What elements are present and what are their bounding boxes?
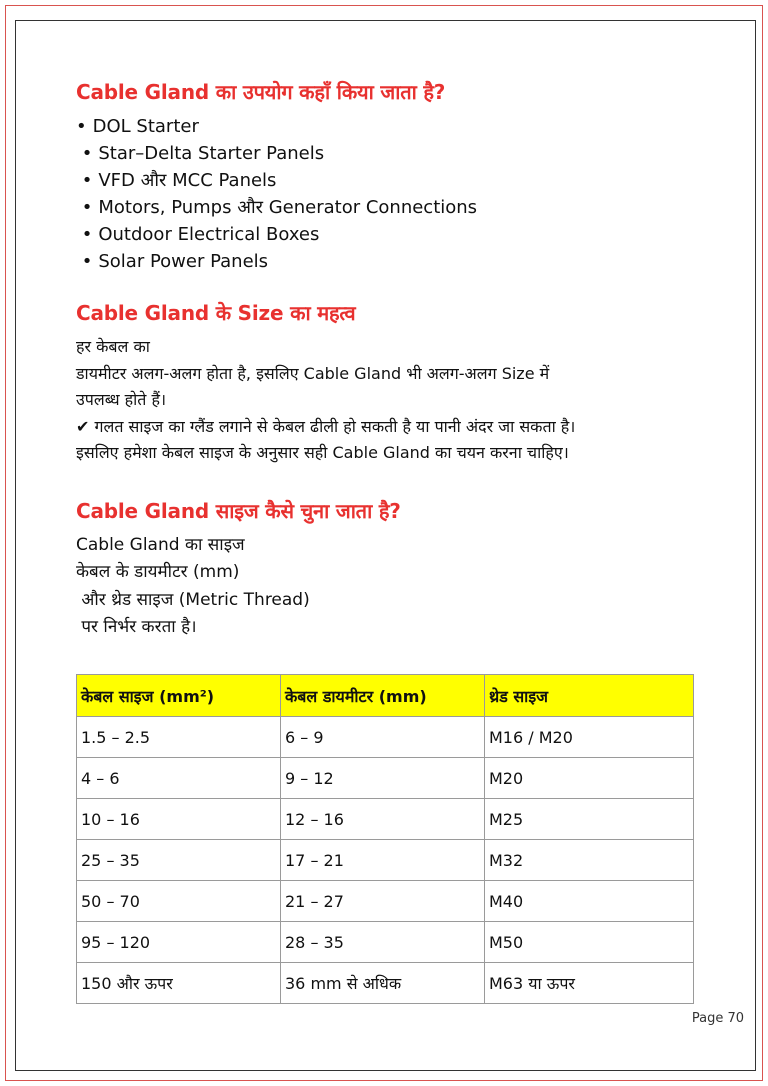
table-row xyxy=(77,799,694,840)
page-content xyxy=(76,78,716,642)
text-line: केबल के डायमीटर (mm) xyxy=(76,562,240,582)
list-item: • DOL Starter xyxy=(76,116,199,137)
table-cell: M16 / M20 xyxy=(485,717,694,758)
importance-text xyxy=(76,334,716,467)
table-cell: 12 – 16 xyxy=(281,799,485,840)
text-line: हर केबल का xyxy=(76,337,150,356)
bullet-icon: • xyxy=(81,224,93,245)
column-header-cable-diameter: केबल डायमीटर (mm) xyxy=(281,675,485,717)
bullet-icon: • xyxy=(81,197,93,218)
table-cell: M63 या ऊपर xyxy=(485,963,694,1004)
list-item: • Star–Delta Starter Panels xyxy=(81,143,325,164)
text-line: Cable Gland का साइज xyxy=(76,534,245,555)
table-cell: 4 – 6 xyxy=(77,758,281,799)
table-cell: 36 mm से अधिक xyxy=(281,963,485,1004)
table-cell: 21 – 27 xyxy=(281,881,485,922)
list-item: • Motors, Pumps और Generator Connections xyxy=(81,197,478,218)
table-row xyxy=(77,717,694,758)
selection-text xyxy=(76,532,716,642)
usage-heading: Cable Gland का उपयोग कहाँ किया जाता है? xyxy=(76,80,446,104)
table-cell: 17 – 21 xyxy=(281,840,485,881)
table-row xyxy=(77,840,694,881)
table-cell: M20 xyxy=(485,758,694,799)
table-cell: 50 – 70 xyxy=(77,881,281,922)
column-header-cable-size: केबल साइज (mm²) xyxy=(77,675,281,717)
table-cell: 6 – 9 xyxy=(281,717,485,758)
table-cell: 25 – 35 xyxy=(77,840,281,881)
bullet-icon: • xyxy=(81,251,93,272)
cable-size-table xyxy=(76,674,694,1004)
table-cell: 150 और ऊपर xyxy=(77,963,281,1004)
bullet-icon: • xyxy=(81,143,93,164)
table-row xyxy=(77,963,694,1004)
table-row xyxy=(77,881,694,922)
table-cell: M50 xyxy=(485,922,694,963)
table-cell: M40 xyxy=(485,881,694,922)
bullet-icon: • xyxy=(81,170,93,191)
list-item: • Outdoor Electrical Boxes xyxy=(81,224,320,245)
usage-list xyxy=(76,113,716,275)
table-cell: 95 – 120 xyxy=(77,922,281,963)
page-number: Page 70 xyxy=(691,1011,744,1026)
text-line: और थ्रेड साइज (Metric Thread) xyxy=(76,589,310,610)
table-cell: M25 xyxy=(485,799,694,840)
selection-heading: Cable Gland साइज कैसे चुना जाता है? xyxy=(76,498,401,523)
table-row xyxy=(77,922,694,963)
list-item: • Solar Power Panels xyxy=(81,251,269,272)
text-line: ✔ गलत साइज का ग्लैंड लगाने से केबल ढीली हो सकती है या पानी अंदर जा सकता है। xyxy=(76,416,576,436)
table-row xyxy=(77,758,694,799)
importance-section xyxy=(76,299,716,467)
table-cell: 1.5 – 2.5 xyxy=(77,717,281,758)
table-header-row xyxy=(77,675,694,717)
bullet-icon: • xyxy=(76,116,87,137)
text-line: डायमीटर अलग-अलग होता है, इसलिए Cable Gland भी अलग-अलग Size में xyxy=(76,363,550,383)
usage-section xyxy=(76,78,716,275)
table-cell: M32 xyxy=(485,840,694,881)
column-header-thread-size: थ्रेड साइज xyxy=(485,675,694,717)
table-cell: 10 – 16 xyxy=(77,799,281,840)
table-cell: 9 – 12 xyxy=(281,758,485,799)
text-line: इसलिए हमेशा केबल साइज के अनुसार सही Cable Gland का चयन करना चाहिए। xyxy=(76,443,569,462)
list-item: • VFD और MCC Panels xyxy=(81,170,277,191)
importance-heading: Cable Gland के Size का महत्व xyxy=(76,301,356,325)
text-line: उपलब्ध होते हैं। xyxy=(76,390,167,409)
text-line: पर निर्भर करता है। xyxy=(76,617,197,637)
selection-section xyxy=(76,497,716,642)
table-cell: 28 – 35 xyxy=(281,922,485,963)
